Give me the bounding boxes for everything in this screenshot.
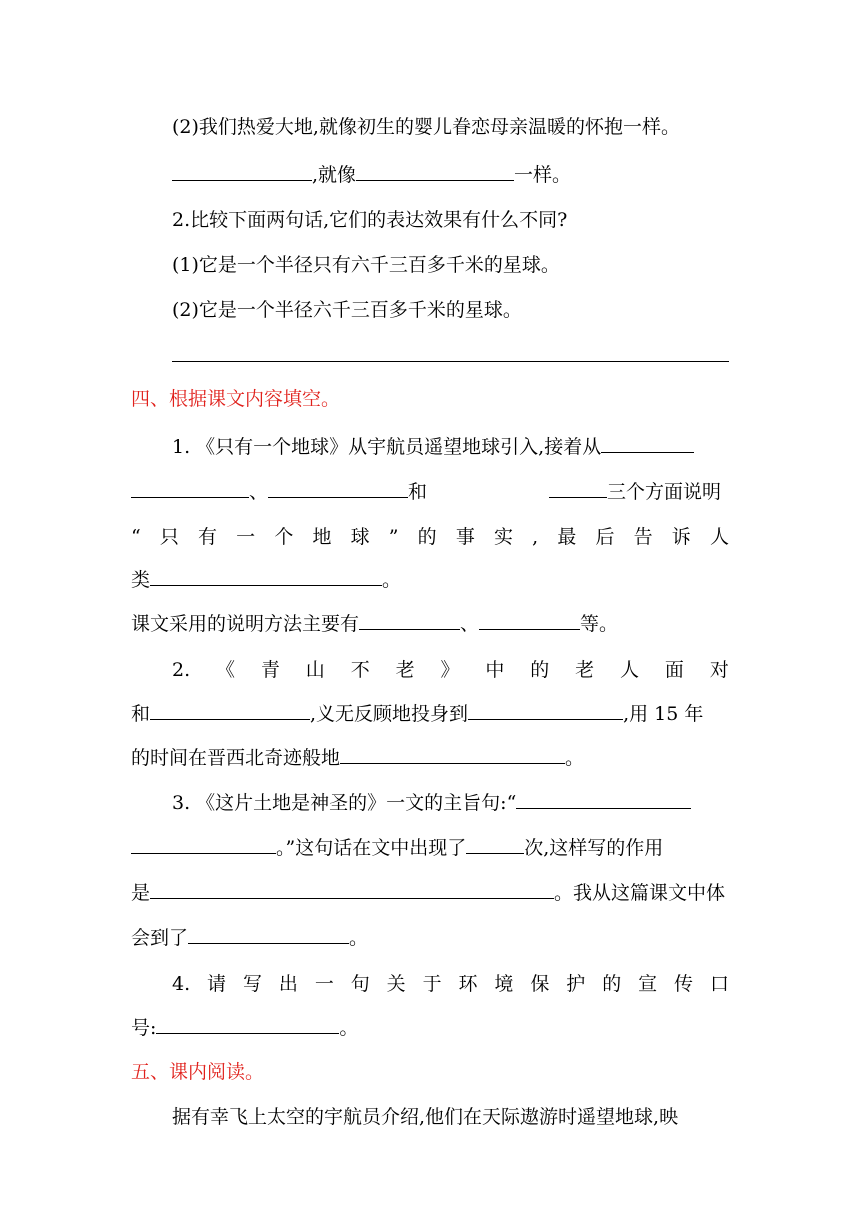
text-he: 和 [131,703,151,725]
q2-sentence-1: (1)它是一个半径只有六千三百多千米的星球。 [172,254,560,276]
char: 诉 [671,526,691,548]
char: 请 [207,973,227,995]
char: “ [131,526,141,548]
char: 《 [216,659,236,681]
answer-blank[interactable] [340,745,565,764]
section-5-heading: 五、课内阅读。 [131,1061,265,1083]
text-q3-line4: 会到了 [131,927,189,949]
text-period: 。 [382,569,402,591]
text-q3-prefix: 3. 《这片土地是神圣的》一文的主旨句:“ [172,792,517,814]
answer-blank[interactable] [549,479,607,498]
s4-q1-prefix: 1. 《只有一个地球》从宇航员遥望地球引入,接着从 [172,436,602,458]
char: 实 [493,526,513,548]
s4-q2-line1 [172,656,729,682]
text-jiuxiang: ,就像 [312,164,357,186]
char: 护 [566,973,586,995]
answer-blank[interactable] [359,611,460,630]
answer-blank[interactable] [268,479,408,498]
char: 对 [709,659,729,681]
answer-blank[interactable] [188,925,349,944]
text-q2-mid: ,义无反顾地投身到 [310,703,469,725]
answer-blank[interactable] [150,567,382,586]
s4-q1-line1 [172,434,694,460]
char: 老 [395,659,415,681]
char: 有 [198,526,218,548]
text-lei: 类 [131,569,151,591]
text-q3-line3-tail: 。我从这篇课文中体 [554,882,726,904]
char: 2. [172,659,191,681]
char: 山 [305,659,325,681]
text-dun: 、 [249,481,269,503]
char: 最 [557,526,577,548]
answer-blank[interactable] [479,611,580,630]
answer-blank[interactable] [131,835,276,854]
section-4-heading: 四、根据课文内容填空。 [131,388,341,410]
text-shi: 是 [131,882,151,904]
char: 于 [422,973,442,995]
text-q2-tail: ,用 15 年 [623,703,704,725]
section-5-paragraph: 据有幸飞上太空的宇航员介绍,他们在天际遨游时遥望地球,映 [172,1106,679,1128]
s4-q2-line3 [131,745,584,771]
char: , [532,526,539,548]
char: 》 [440,659,460,681]
char: 球 [350,526,370,548]
s4-methods-line [131,611,618,637]
char: 只 [159,526,179,548]
s4-q2-line2 [131,701,703,727]
char: 后 [595,526,615,548]
char: 一 [314,973,334,995]
char: 个 [274,526,294,548]
char: 写 [242,973,262,995]
char: 环 [458,973,478,995]
q1-2-sentence: (2)我们热爱大地,就像初生的婴儿眷恋母亲温暖的怀抱一样。 [172,116,680,138]
answer-blank[interactable] [150,701,310,720]
text-q2-line3: 的时间在晋西北奇迹般地 [131,747,341,769]
text-q3-line2-mid: 。”这句话在文中出现了 [276,837,467,859]
answer-blank[interactable] [516,790,691,809]
answer-blank[interactable] [172,162,312,181]
char: 地 [312,526,332,548]
text-period: 。 [565,747,585,769]
text-hao: 号: [131,1017,157,1039]
text-period: 。 [339,1017,359,1039]
char: 口 [709,973,729,995]
text-period: 。 [349,927,369,949]
text-dun: 、 [460,613,480,635]
text-q3-line2-tail: 次,这样写的作用 [524,837,664,859]
char: 中 [485,659,505,681]
char: 老 [575,659,595,681]
answer-blank[interactable] [601,434,694,453]
answer-blank[interactable] [468,701,623,720]
q2-sentence-2: (2)它是一个半径六千三百多千米的星球。 [172,299,522,321]
char: 人 [620,659,640,681]
char: 保 [530,973,550,995]
char: 宣 [638,973,658,995]
s4-q1-line4 [131,567,401,593]
char: 的 [417,526,437,548]
char: 境 [494,973,514,995]
answer-blank[interactable] [131,479,249,498]
text-yiyang: 一样。 [514,164,572,186]
s4-q4-line2 [131,1015,358,1041]
s4-q3-line3 [131,880,725,906]
s4-q1-line3 [131,523,729,549]
s4-q3-line1 [172,790,691,816]
char: 事 [455,526,475,548]
q2-title: 2.比较下面两句话,它们的表达效果有什么不同? [172,209,568,231]
text-methods-suffix: 等。 [580,613,619,635]
s4-q1-line2 [131,479,427,505]
text-he: 和 [408,481,428,503]
q2-answer-line[interactable] [172,361,729,362]
s4-q1-line2-right [549,479,721,505]
answer-blank[interactable] [156,1015,339,1034]
char: ” [388,526,399,548]
char: 出 [278,973,298,995]
char: 关 [386,973,406,995]
text-q1-tail: 三个方面说明 [607,481,722,503]
char: 一 [236,526,256,548]
answer-blank[interactable] [356,162,514,181]
char: 不 [350,659,370,681]
char: 告 [633,526,653,548]
char: 面 [664,659,684,681]
answer-blank[interactable] [466,835,524,854]
q1-2-fill-line [172,162,571,188]
char: 的 [530,659,550,681]
s4-q3-line4 [131,925,368,951]
char: 传 [674,973,694,995]
char: 句 [350,973,370,995]
s4-q3-line2 [131,835,663,861]
text-methods-prefix: 课文采用的说明方法主要有 [131,613,360,635]
char: 4. [172,973,191,995]
answer-blank[interactable] [150,880,554,899]
char: 青 [260,659,280,681]
s4-q4-line1 [172,970,729,996]
char: 的 [602,973,622,995]
char: 人 [709,526,729,548]
